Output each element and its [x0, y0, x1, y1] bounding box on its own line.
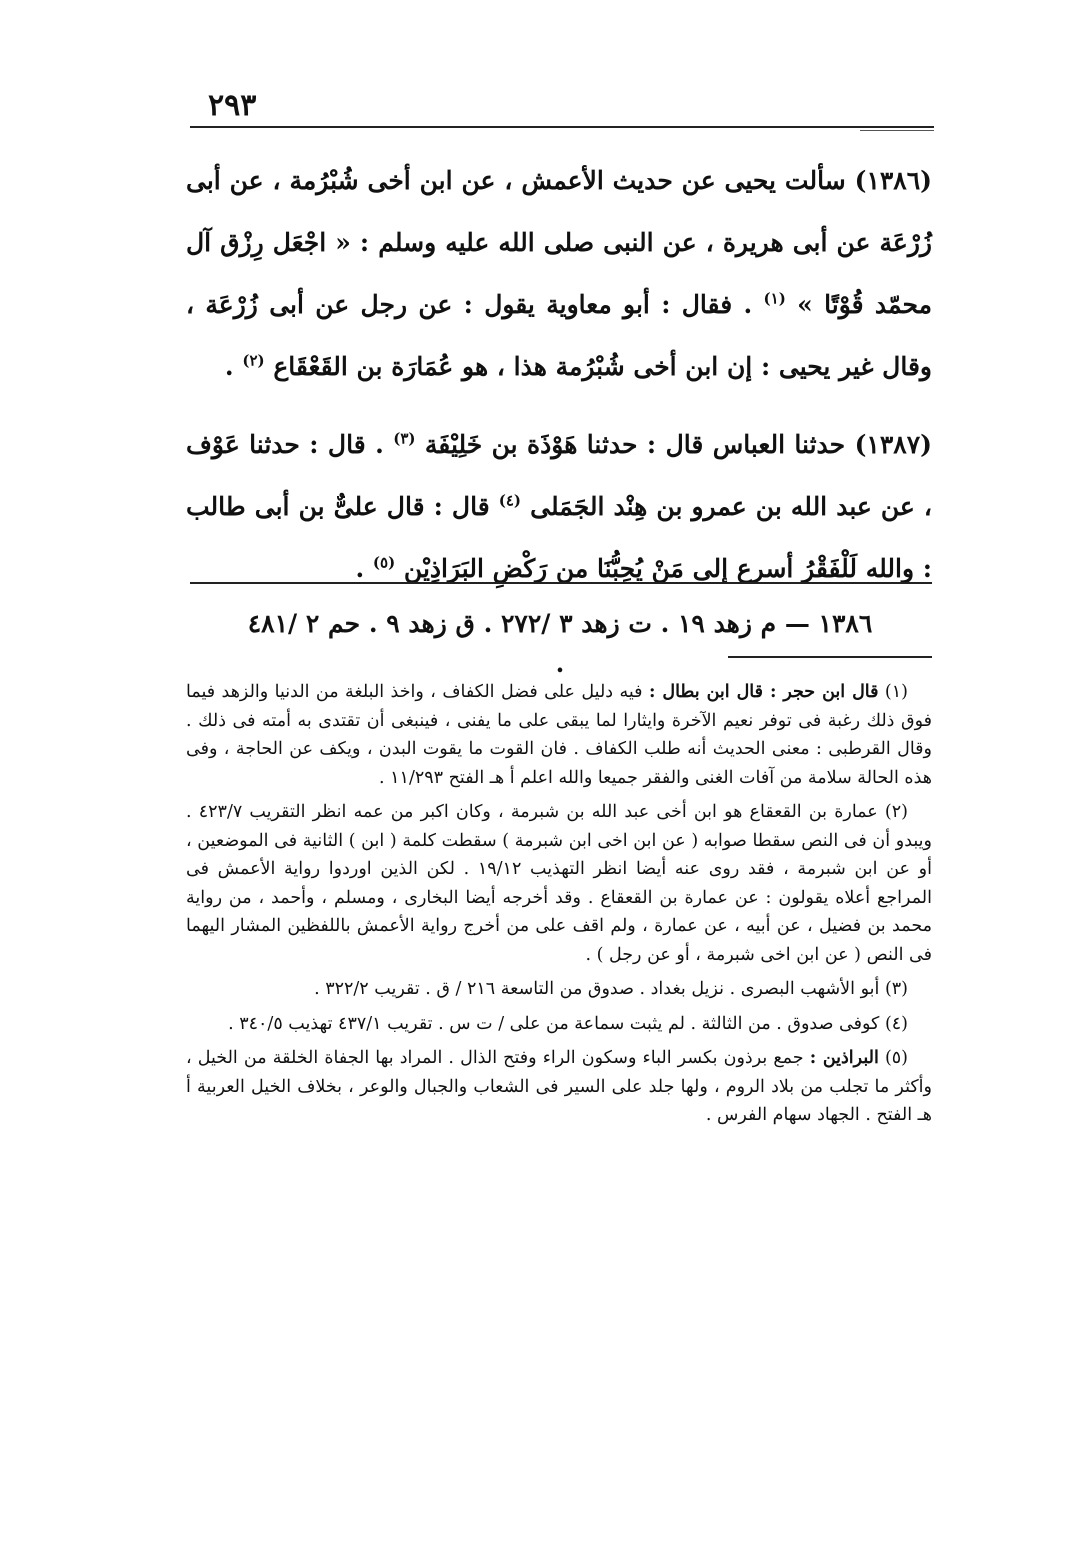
footnote-number: (٢) [884, 802, 908, 822]
hadith-text: قال : قال علىٌّ بن أبى طالب : والله لَلْفَقْرُ أسرع إلى مَنْ يُحِبُّنَا من رَكْضِ البَرَاذِيْن [186, 492, 932, 583]
footnote-3 [186, 975, 932, 1004]
hadith-number: (١٣٨٧) [854, 430, 932, 459]
footnote-marker: (٤) [498, 491, 522, 510]
hadith-1386 [186, 150, 932, 398]
footnote-text: أبو الأشهب البصرى . نزيل بغداد . صدوق من التاسعة ٢١٦ / ق . تقريب ٣٢٢/٢ . [314, 979, 880, 999]
footnote-text: جمع برذون بكسر الباء وسكون الراء وفتح الذال . المراد بها الجفاة الخلقة من الخيل ، وأكثر ما تجلب من بلاد الروم ، ولها جلد على السير فى الشعاب والجبال والوعر ، بخلاف الخيل العربية أ هـ الفتح . الجهاد سهام الفرس . [186, 1048, 932, 1125]
hadith-text: . فقال : أبو معاوية يقول : عن رجل عن أبى زُرْعَة ، وقال غير يحيى : إن ابن أخى شُبْرُمة هذا ، هو عُمَارَة بن القَعْقَاع [186, 290, 932, 381]
footnote-marker: (٣) [393, 429, 416, 448]
footnote-marker: (٢) [242, 351, 265, 370]
hadith-number: (١٣٨٦) [854, 166, 932, 195]
footnote-4 [186, 1010, 932, 1039]
footnote-number: (٣) [884, 979, 908, 999]
hadith-text: . [355, 554, 365, 583]
footnote-text: عمارة بن القعقاع هو ابن أخى عبد الله بن شبرمة ، وكان اكبر من عمه انظر التقريب ٤٢٣/٧ . ويبدو أن فى النص سقطا صوابه ( عن ابن اخى ابن شبرمة ) سقطت كلمة ( ابن ) الثانية فى الموضعين ، أو عن ابن شبرمة ، فقد روى عنه أيضا انظر التهذيب ١٩/١٢ . لكن الذين اوردوا رواية الأعمش فى المراجع أعلاه يقولون : عن عمارة بن القعقاع . وقد أخرجه أيضا البخارى ، ومسلم ، وأحمد ، من رواية محمد بن فضيل ، عن أبيه ، عن عمارة ، ولم اقف على من أخرج رواية الأعمش باللفظين المشار اليهما فى النص ( عن ابن اخى شبرمة ، أو عن رجل ) . [186, 802, 932, 965]
hadith-1387 [186, 414, 932, 600]
hadith-text: سألت يحيى عن حديث الأعمش ، عن ابن أخى شُبْرُمة ، عن أبى زُرْعَة عن أبى هريرة ، عن النبى صلى الله عليه وسلم : « اجْعَل رِزْق آل محمّد قُوْتًا » [186, 166, 932, 319]
footnotes-rule [728, 656, 932, 658]
header-rule [190, 126, 934, 128]
references-line: ١٣٨٦ — م زهد ١٩ . ت زهد ٣ /٢٧٢ . ق زهد ٩ . حم ٢ /٤٨١ . [247, 609, 873, 678]
page-number: ٢٩٣ [208, 88, 257, 123]
header-rule-accent [860, 130, 934, 131]
main-text [186, 150, 932, 616]
footnote-2 [186, 798, 932, 969]
footnote-1 [186, 678, 932, 792]
footnotes [186, 678, 932, 1136]
footnote-marker: (٥) [372, 553, 396, 572]
footnote-number: (٥) [884, 1048, 908, 1068]
footnote-text: كوفى صدوق . من الثالثة . لم يثبت سماعة من على / ت س . تقريب ٤٣٧/١ تهذيب ٣٤٠/٥ . [228, 1013, 880, 1034]
main-text-rule [190, 582, 932, 584]
footnote-number: (٤) [884, 1013, 908, 1034]
hadith-text: . [224, 352, 234, 381]
footnote-text: فيه دليل على فضل الكفاف ، واخذ البلغة من الدنيا والزهد فيما فوق ذلك رغبة فى توفر نعيم الآخرة وايثارا لما يبقى على ما يفنى ، فينبغى أن تقتدى به أمته فى ذلك . وقال القرطبى : معنى الحديث أنه طلب الكفاف . فان القوت ما يقوت البدن ، ويكف عن الحاجة ، وفى هذه الحالة سلامة من آفات الغنى والفقر جميعا والله اعلم أ هـ الفتح ١١/٢٩٣ . [186, 682, 932, 788]
footnote-5 [186, 1044, 932, 1130]
hadith-text: حدثنا العباس قال : حدثنا هَوْذَة بن خَلِيْفَة [424, 430, 846, 459]
footnote-lead: قال ابن حجر : قال ابن بطال : [648, 682, 879, 702]
hadith-text: . قال : حدثنا عَوْف ، عن عبد الله بن عمرو بن هِنْد الجَمَلى [186, 430, 932, 521]
footnote-marker: (١) [763, 289, 786, 308]
footnote-number: (١) [884, 682, 908, 702]
footnote-lead: البراذين : [809, 1048, 879, 1068]
